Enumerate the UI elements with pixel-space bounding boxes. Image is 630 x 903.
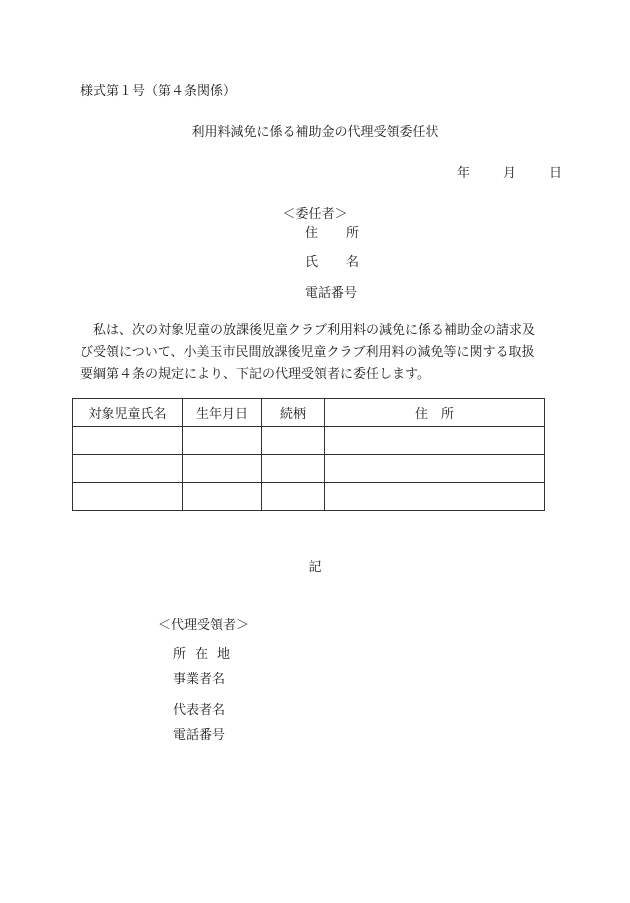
- table-row: [73, 483, 545, 511]
- principal-address-label: [305, 222, 359, 241]
- principal-name-label-char-1: 氏: [305, 255, 319, 270]
- agent-location-char-2: 在: [195, 647, 209, 662]
- header-child-name: 対象児童氏名: [73, 399, 183, 427]
- agent-location-char-1: 所: [173, 647, 187, 662]
- table-cell[interactable]: [73, 483, 183, 511]
- table-cell[interactable]: [262, 483, 325, 511]
- children-table: [72, 398, 545, 511]
- table-row: [73, 427, 545, 455]
- principal-address-label-char-2: 所: [346, 226, 360, 241]
- date-month-label: 月: [503, 166, 517, 181]
- table-header-row: [73, 399, 545, 427]
- principal-phone-label: 電話番号: [305, 286, 358, 301]
- delegation-statement: [80, 320, 552, 386]
- table-cell[interactable]: [262, 427, 325, 455]
- document-title: 利用料減免に係る補助金の代理受領委任状: [191, 125, 439, 140]
- agent-heading: ＜代理受領者＞: [158, 618, 250, 633]
- principal-name-label-char-2: 名: [346, 255, 360, 270]
- form-number: 様式第１号（第４条関係）: [80, 84, 237, 99]
- ki-mark: 記: [308, 560, 322, 575]
- principal-heading: ＜委任者＞: [282, 207, 348, 222]
- agent-business-label: 事業者名: [173, 672, 226, 687]
- table-cell[interactable]: [262, 455, 325, 483]
- header-address: 住 所: [325, 399, 545, 427]
- date-line: [457, 162, 562, 181]
- table-row: [73, 455, 545, 483]
- table-cell[interactable]: [325, 455, 545, 483]
- principal-address-label-char-1: 住: [305, 226, 319, 241]
- statement-line: 要綱第４条の規定により、下記の代理受領者に委任します。: [80, 367, 430, 382]
- header-relationship: 続柄: [262, 399, 325, 427]
- statement-line: び受領について、小美玉市民間放課後児童クラブ利用料の減免等に関する取扱: [80, 345, 535, 360]
- table-cell[interactable]: [325, 483, 545, 511]
- agent-location-label: [173, 643, 230, 662]
- principal-name-label: [305, 251, 359, 270]
- agent-phone-label: 電話番号: [173, 728, 226, 743]
- table-cell[interactable]: [183, 427, 262, 455]
- table-cell[interactable]: [183, 455, 262, 483]
- table-cell[interactable]: [73, 427, 183, 455]
- agent-representative-label: 代表者名: [173, 703, 226, 718]
- agent-location-char-3: 地: [217, 647, 231, 662]
- header-birthdate: 生年月日: [183, 399, 262, 427]
- date-year-label: 年: [457, 166, 471, 181]
- table-cell[interactable]: [73, 455, 183, 483]
- date-day-label: 日: [549, 166, 563, 181]
- table-cell[interactable]: [325, 427, 545, 455]
- table-cell[interactable]: [183, 483, 262, 511]
- statement-line: 私は、次の対象児童の放課後児童クラブ利用料の減免に係る補助金の請求及: [80, 323, 536, 338]
